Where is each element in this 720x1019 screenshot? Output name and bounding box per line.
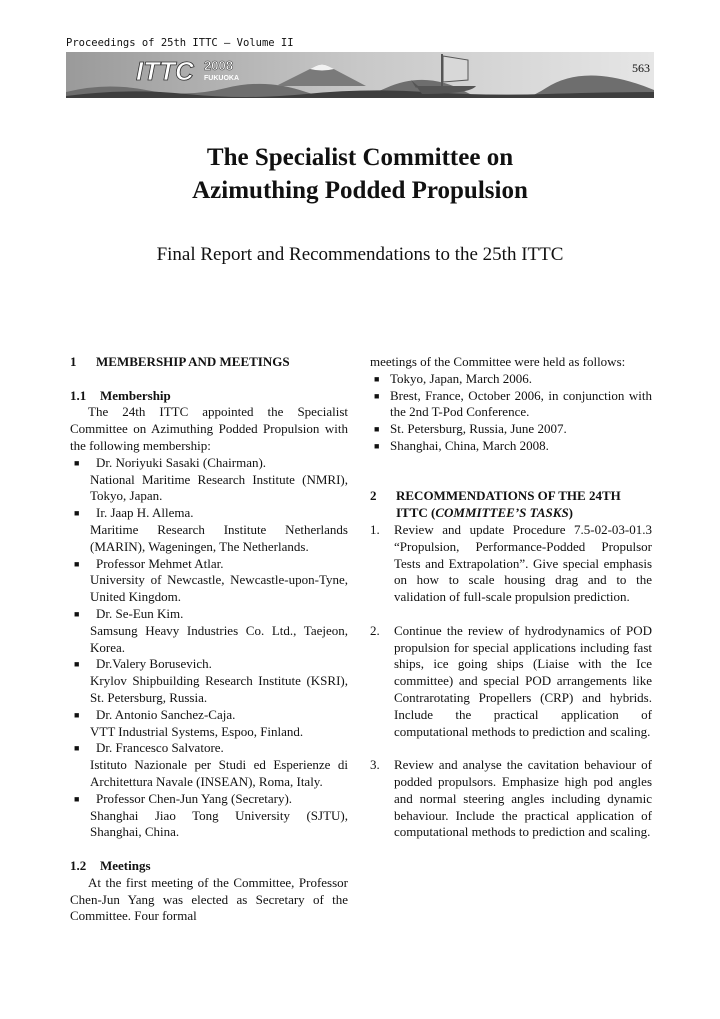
bullet-icon: ■ <box>74 457 80 468</box>
right-column <box>370 354 652 841</box>
bullet-icon: ■ <box>74 709 80 720</box>
list-item: ■ Professor Mehmet Atlar. University of Newcastle, Newcastle-upon-Tyne, United Kingdom. <box>74 555 348 605</box>
list-item: ■ Dr. Noriyuki Sasaki (Chairman). National Maritime Research Institute (NMRI), Tokyo, Japan. <box>74 454 348 504</box>
left-column <box>70 354 348 925</box>
list-item: ■ Ir. Jaap H. Allema. Maritime Research Institute Netherlands (MARIN), Wageningen, The Netherlands. <box>74 505 348 554</box>
bullet-icon: ■ <box>74 659 80 670</box>
meetings-text: At the first meeting of the Committee, Professor Chen-Jun Yang was elected as Secretary of the Committee. Four formal <box>70 874 348 924</box>
bullet-icon: ■ <box>374 440 380 451</box>
list-item: ■ Dr. Francesco Salvatore. Istituto Nazionale per Studi ed Esperienze di Architettura Navale (INSEAN), Roma, Italy. <box>74 740 348 789</box>
member-list <box>70 455 348 841</box>
section-2-heading: 2 RECOMMENDATIONS OF THE 24TH ITTC (COMMITTEE’S TASKS) <box>370 488 621 521</box>
list-item: ■ Tokyo, Japan, March 2006. <box>374 370 533 386</box>
title-line-1: The Specialist Committee on <box>206 144 514 171</box>
logo-city-text: FUKUOKA <box>204 75 239 82</box>
list-item: ■ Dr. Antonio Sanchez-Caja. VTT Industrial Systems, Espoo, Finland. <box>74 706 304 739</box>
ittc-banner-logo <box>66 52 654 98</box>
logo-ittc-text: ITTC <box>136 56 194 86</box>
bullet-icon: ■ <box>374 424 380 435</box>
page-number: 563 <box>632 61 650 75</box>
bullet-icon: ■ <box>374 373 380 384</box>
bullet-icon: ■ <box>374 390 380 401</box>
meeting-list <box>370 371 652 455</box>
bullet-icon: ■ <box>74 743 80 754</box>
task-list <box>370 522 652 841</box>
list-item: ■ Shanghai, China, March 2008. <box>374 437 549 453</box>
list-item: 2. Continue the review of hydrodynamics of POD propulsion for special applications including fast ships, ice going ships (Liaise with the Ice committee) and special POD arrangements like Contrarotating Propellers (CRP) and hybrids. Include the practical application of computational methods to prediction and scaling. <box>370 622 652 739</box>
list-item: ■ Dr.Valery Borusevich. Krylov Shipbuilding Research Institute (KSRI), St. Petersburg, Russia. <box>74 656 348 705</box>
bullet-icon: ■ <box>74 793 80 804</box>
list-item: ■ Dr. Se-Eun Kim. Samsung Heavy Industries Co. Ltd., Taejeon, Korea. <box>74 605 348 655</box>
list-item: ■ St. Petersburg, Russia, June 2007. <box>374 421 567 437</box>
bullet-icon: ■ <box>74 608 80 619</box>
section-1-heading: 1 MEMBERSHIP AND MEETINGS <box>70 354 290 369</box>
title-line-2: Azimuthing Podded Propulsion <box>192 177 528 204</box>
membership-intro: The 24th ITTC appointed the Specialist Committee on Azimuthing Podded Propulsion with the following membership: <box>70 404 348 453</box>
bullet-icon: ■ <box>74 508 80 519</box>
paper-title <box>0 141 720 207</box>
list-item: ■ Brest, France, October 2006, in conjunction with the 2nd T-Pod Conference. <box>374 387 652 420</box>
list-item: 1. Review and update Procedure 7.5-02-03-01.3 “Propulsion, Performance-Podded Propulsor Tests and Extrapolation”. Give special emphasis on how to scale housing drag and to the validation of full-scale propulsion prediction. <box>370 521 652 605</box>
logo-year-text: 2008 <box>204 58 233 73</box>
bullet-icon: ■ <box>74 558 80 569</box>
proceedings-header: Proceedings of 25th ITTC – Volume II <box>66 37 294 49</box>
subsection-1-1-heading: 1.1 Membership <box>70 387 171 403</box>
list-item: ■ Professor Chen-Jun Yang (Secretary). Shanghai Jiao Tong University (SJTU), Shanghai, China. <box>74 790 348 840</box>
paper-subtitle: Final Report and Recommendations to the 25th ITTC <box>156 244 564 265</box>
meetings-text-continued: meetings of the Committee were held as follows: <box>370 354 626 369</box>
list-item: 3. Review and analyse the cavitation behaviour of podded propulsors. Emphasize high pod angles and normal steering angles including dynamic behaviour. Include the practical application of computational methods to prediction and scaling. <box>370 757 652 840</box>
subsection-1-2-heading: 1.2 Meetings <box>70 857 151 873</box>
